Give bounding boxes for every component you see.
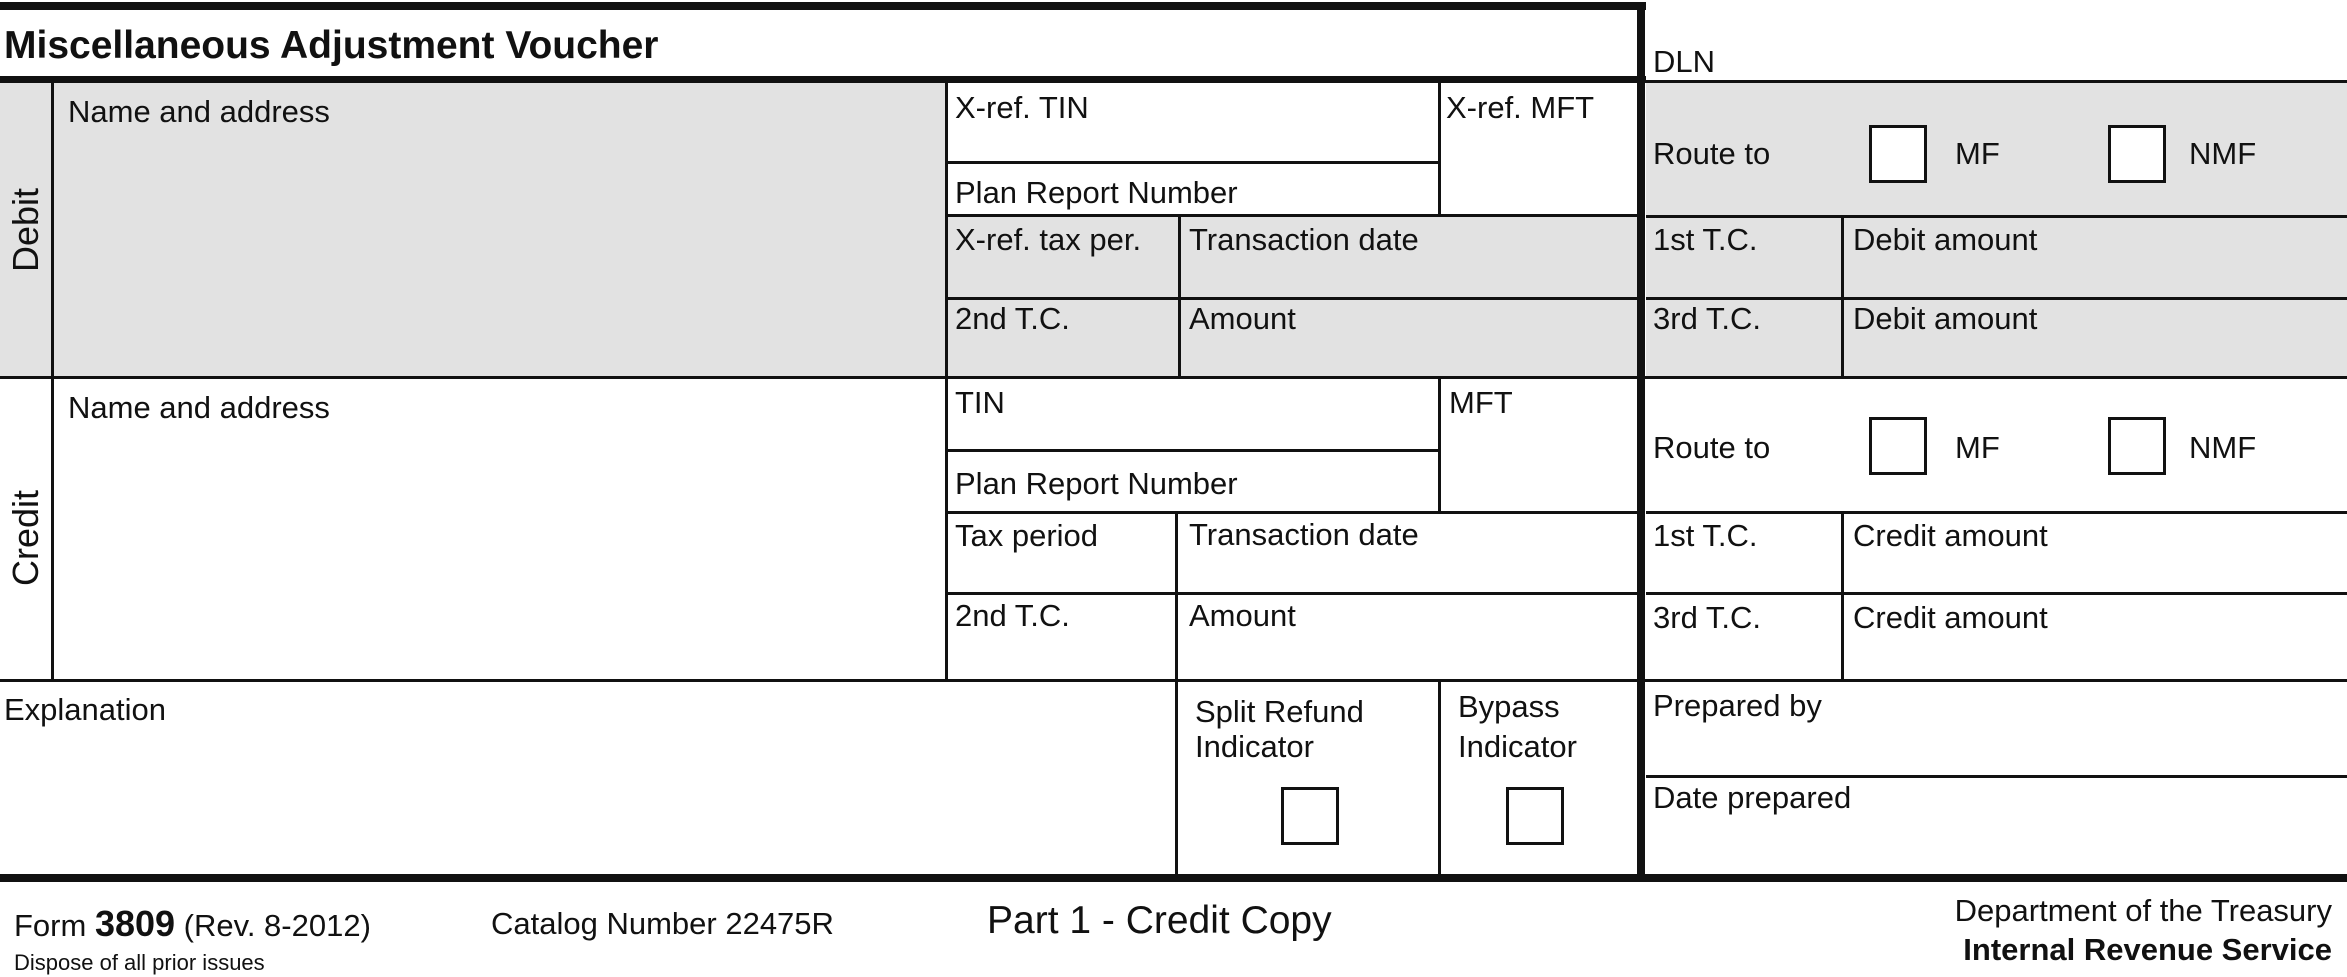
bypass-left-divider	[1438, 680, 1441, 876]
debit-mft-divider	[1438, 82, 1441, 216]
form-title: Miscellaneous Adjustment Voucher	[4, 24, 659, 67]
bypass-label-line1: Bypass	[1458, 689, 1560, 724]
debit-credit-divider	[0, 376, 2347, 379]
bypass-label-line2: Indicator	[1458, 729, 1577, 764]
credit-nmf-label: NMF	[2189, 430, 2257, 465]
credit-name-divider	[945, 378, 948, 680]
credit-tc-rule	[1646, 592, 2347, 595]
credit-nmf-checkbox[interactable]	[2108, 417, 2166, 475]
credit-plan-rule	[947, 511, 1637, 514]
credit-tin-rule	[947, 449, 1439, 452]
debit-route-to-label: Route to	[1653, 136, 1771, 171]
credit-route-rule	[1646, 511, 2347, 514]
debit-nmf-label: NMF	[2189, 136, 2257, 171]
credit-plan-report-label[interactable]: Plan Report Number	[955, 466, 1238, 501]
credit-transaction-date-label[interactable]: Transaction date	[1189, 517, 1419, 552]
irs-label: Internal Revenue Service	[1963, 932, 2332, 967]
credit-mf-checkbox[interactable]	[1869, 417, 1927, 475]
credit-mft-label[interactable]: MFT	[1449, 385, 1513, 420]
debit-nmf-checkbox[interactable]	[2108, 125, 2166, 183]
catalog-number: Catalog Number 22475R	[491, 906, 834, 941]
debit-plan-rule	[947, 214, 1637, 217]
credit-amount-label[interactable]: Amount	[1189, 598, 1296, 633]
debit-route-rule	[1646, 215, 2347, 218]
debit-side-label-divider	[51, 82, 54, 377]
debit-third-tc-label[interactable]: 3rd T.C.	[1653, 301, 1761, 336]
credit-mft-divider	[1438, 378, 1441, 512]
split-refund-label-line1: Split Refund	[1195, 694, 1364, 729]
credit-third-tc-label[interactable]: 3rd T.C.	[1653, 600, 1761, 635]
form-revision: (Rev. 8-2012)	[183, 908, 371, 943]
tc-column-divider-credit	[1841, 511, 1844, 681]
title-bottom-rule	[0, 76, 1646, 83]
prepared-by-rule	[1646, 775, 2347, 778]
tc-column-divider-debit	[1841, 215, 1844, 377]
split-refund-left-divider	[1175, 680, 1178, 876]
debit-second-tc-label[interactable]: 2nd T.C.	[955, 301, 1070, 336]
bypass-checkbox[interactable]	[1506, 787, 1564, 845]
date-prepared-label[interactable]: Date prepared	[1653, 780, 1852, 815]
department-label: Department of the Treasury	[1954, 893, 2332, 928]
debit-date-rule	[947, 297, 1637, 300]
debit-mf-checkbox[interactable]	[1869, 125, 1927, 183]
heavy-center-divider	[1637, 2, 1645, 882]
debit-xref-tax-per-label[interactable]: X-ref. tax per.	[955, 222, 1142, 257]
credit-route-to-label: Route to	[1653, 430, 1771, 465]
debit-side-label: Debit	[5, 187, 46, 273]
dln-bottom-rule	[1646, 80, 2347, 83]
part-label: Part 1 - Credit Copy	[987, 899, 1332, 942]
explanation-label[interactable]: Explanation	[4, 692, 167, 727]
debit-tc-rule	[1646, 297, 2347, 300]
form-number-line	[14, 903, 371, 944]
form-number: 3809	[94, 903, 176, 944]
credit-date-rule	[947, 592, 1637, 595]
debit-taxper-divider	[1178, 215, 1181, 377]
debit-tin-rule	[947, 161, 1439, 164]
debit-plan-report-label[interactable]: Plan Report Number	[955, 175, 1238, 210]
form-bottom-rule	[0, 874, 2347, 882]
credit-taxperiod-divider	[1175, 512, 1178, 680]
credit-explanation-divider	[0, 679, 2347, 682]
debit-amount-2-label[interactable]: Debit amount	[1853, 301, 2038, 336]
debit-name-address-label[interactable]: Name and address	[68, 94, 330, 129]
credit-side-label: Credit	[5, 489, 46, 587]
debit-xref-mft-label[interactable]: X-ref. MFT	[1446, 90, 1595, 125]
credit-amount-1-label[interactable]: Credit amount	[1853, 518, 2048, 553]
split-refund-checkbox[interactable]	[1281, 787, 1339, 845]
split-refund-label-line2: Indicator	[1195, 729, 1314, 764]
form-word: Form	[14, 908, 87, 943]
credit-second-tc-label[interactable]: 2nd T.C.	[955, 598, 1070, 633]
credit-side-label-divider	[51, 378, 54, 680]
debit-amount-1-label[interactable]: Debit amount	[1853, 222, 2038, 257]
credit-tin-label[interactable]: TIN	[955, 385, 1005, 420]
debit-xref-tin-label[interactable]: X-ref. TIN	[955, 90, 1089, 125]
debit-name-divider	[945, 82, 948, 377]
debit-amount-label[interactable]: Amount	[1189, 301, 1296, 336]
debit-mf-label: MF	[1955, 136, 2000, 171]
credit-amount-2-label[interactable]: Credit amount	[1853, 600, 2048, 635]
dispose-note: Dispose of all prior issues	[14, 950, 265, 975]
dln-label: DLN	[1653, 44, 1716, 79]
prepared-by-label[interactable]: Prepared by	[1653, 688, 1822, 723]
credit-first-tc-label[interactable]: 1st T.C.	[1653, 518, 1758, 553]
credit-tax-period-label[interactable]: Tax period	[955, 518, 1099, 553]
credit-name-address-label[interactable]: Name and address	[68, 390, 330, 425]
debit-first-tc-label[interactable]: 1st T.C.	[1653, 222, 1758, 257]
credit-mf-label: MF	[1955, 430, 2000, 465]
top-border	[0, 2, 1646, 10]
debit-transaction-date-label[interactable]: Transaction date	[1189, 222, 1419, 257]
